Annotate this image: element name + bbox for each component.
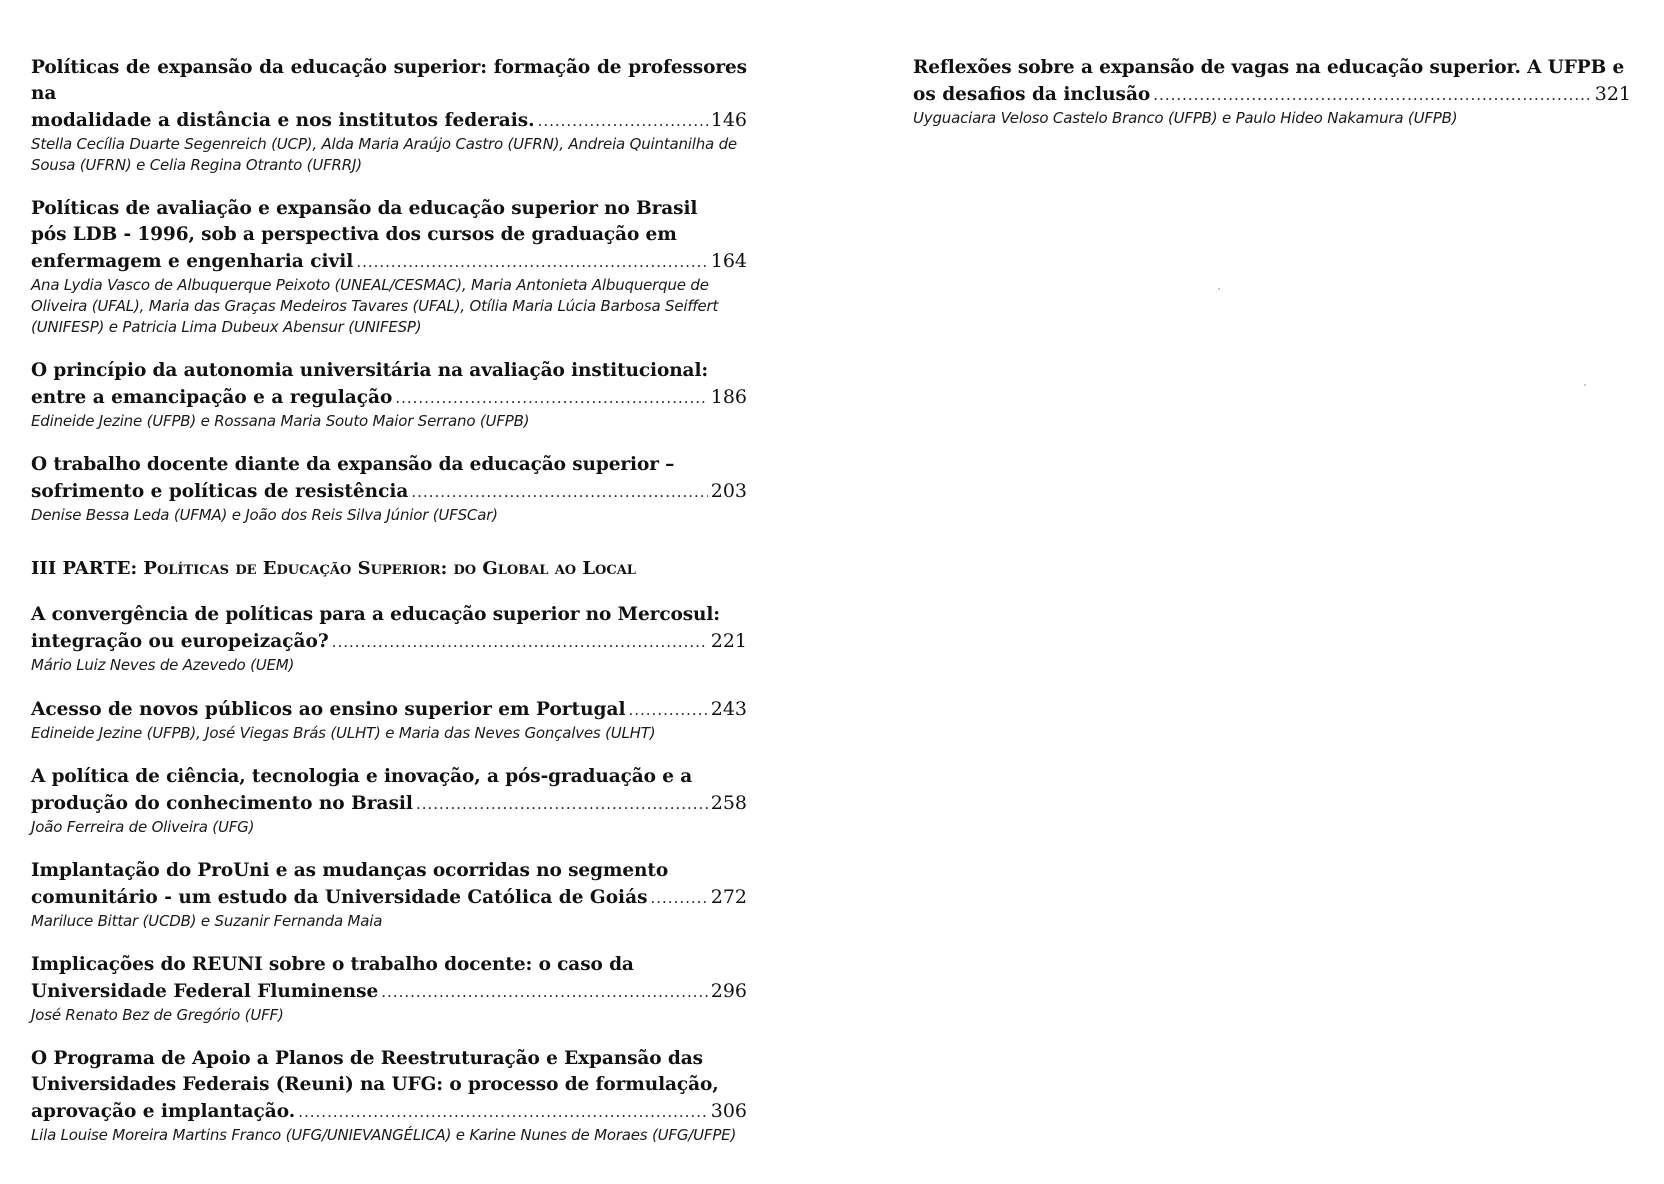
entry-authors: Ana Lydia Vasco de Albuquerque Peixoto (UNEAL/CESMAC), Maria Antonieta Albuquerque de Oliveira (UFAL), Maria das Graças Medeiros Tavares (UFAL), Otília Maria Lúcia Barbosa Seiffert (UNIFESP) e Patricia Lima Dubeux Abensur (UNIFESP)	[31, 276, 719, 336]
entry-title-text: comunitário - um estudo da Universidade Católica de Goiás	[31, 887, 648, 908]
dot-leader	[538, 108, 708, 134]
entry-title-text: produção do conhecimento no Brasil	[31, 793, 413, 814]
section-heading	[31, 556, 747, 582]
entry-title-last-line	[31, 478, 747, 505]
toc-entry	[31, 196, 747, 338]
entry-authors: José Renato Bez de Gregório (UFF)	[31, 1006, 284, 1024]
entry-authors: Edineide Jezine (UFPB) e Rossana Maria Souto Maior Serrano (UFPB)	[31, 412, 530, 430]
page-number: 321	[1594, 83, 1631, 105]
dot-leader	[416, 791, 708, 817]
toc-entry	[31, 764, 747, 838]
entry-title-last-line	[31, 790, 747, 817]
toc-entry	[31, 952, 747, 1026]
entry-authors: João Ferreira de Oliveira (UFG)	[31, 818, 255, 836]
toc-entry	[31, 452, 747, 526]
entry-title-line: A convergência de políticas para a educação superior no Mercosul:	[31, 604, 721, 625]
toc-entry	[31, 1046, 747, 1146]
toc-entry	[31, 602, 747, 676]
entry-title-line: pós LDB - 1996, sob a perspectiva dos cursos de graduação em	[31, 224, 677, 245]
entry-title-last-line	[31, 696, 747, 723]
entry-title-text: Universidade Federal Fluminense	[31, 981, 379, 1002]
scan-speck	[1218, 288, 1220, 290]
page-number: 258	[710, 792, 747, 814]
section-title: Políticas de Educação Superior: do Global ao Local	[143, 558, 636, 579]
toc-group-part-ii	[31, 55, 747, 526]
dot-leader	[395, 385, 707, 411]
entry-title-last-line	[913, 81, 1631, 108]
dot-leader	[1153, 82, 1591, 108]
toc-left-column	[31, 55, 747, 1166]
entry-authors: Edineide Jezine (UFPB), José Viegas Brás (ULHT) e Maria das Neves Gonçalves (ULHT)	[31, 724, 656, 742]
entry-authors: Stella Cecília Duarte Segenreich (UCP), Alda Maria Araújo Castro (UFRN), Andreia Quintanilha de Sousa (UFRN) e Celia Regina Otranto (UFRRJ)	[31, 135, 737, 174]
entry-title-last-line	[31, 1098, 747, 1125]
toc-entry	[913, 55, 1631, 129]
toc-entry	[31, 55, 747, 176]
entry-title-line: Implantação do ProUni e as mudanças ocorridas no segmento	[31, 860, 669, 881]
entry-title-text: aprovação e implantação.	[31, 1101, 296, 1122]
toc-group-part-iii	[31, 602, 747, 1146]
page-number: 146	[710, 109, 747, 131]
toc-entry	[31, 358, 747, 432]
dot-leader	[381, 979, 707, 1005]
entry-title-last-line	[31, 884, 747, 911]
scan-speck	[1584, 384, 1586, 386]
page-number: 306	[710, 1100, 747, 1122]
entry-title-last-line	[31, 248, 747, 275]
dot-leader	[332, 629, 708, 655]
entry-title-line: A política de ciência, tecnologia e inovação, a pós-graduação e a	[31, 766, 693, 787]
entry-title-text: entre a emancipação e a regulação	[31, 387, 393, 408]
entry-title-text: os desafios da inclusão	[913, 84, 1151, 105]
dot-leader	[411, 479, 707, 505]
section-part-label: III PARTE:	[31, 558, 138, 579]
entry-title-text: enfermagem e engenharia civil	[31, 251, 354, 272]
entry-title-line: O Programa de Apoio a Planos de Reestruturação e Expansão das	[31, 1048, 703, 1069]
entry-title-last-line	[31, 978, 747, 1005]
page-number: 221	[710, 630, 747, 652]
entry-authors: Mariluce Bittar (UCDB) e Suzanir Fernanda Maia	[31, 912, 383, 930]
entry-title-line: Políticas de expansão da educação superior: formação de professores na	[31, 57, 747, 104]
toc-right-column	[913, 55, 1631, 149]
entry-title-text: integração ou europeização?	[31, 631, 329, 652]
entry-authors: Uyguaciara Veloso Castelo Branco (UFPB) e Paulo Hideo Nakamura (UFPB)	[913, 109, 1458, 127]
dot-leader	[628, 697, 707, 723]
entry-authors: Lila Louise Moreira Martins Franco (UFG/UNIEVANGÉLICA) e Karine Nunes de Moraes (UFG/UFPE)	[31, 1126, 737, 1144]
entry-title-last-line	[31, 107, 747, 134]
page-number: 272	[710, 886, 747, 908]
entry-title-last-line	[31, 384, 747, 411]
entry-title-text: modalidade a distância e nos institutos federais.	[31, 110, 535, 131]
toc-entry	[31, 858, 747, 932]
entry-title-line: Implicações do REUNI sobre o trabalho docente: o caso da	[31, 954, 634, 975]
page-number: 203	[710, 480, 747, 502]
page-number: 296	[710, 980, 747, 1002]
entry-title-line: O princípio da autonomia universitária na avaliação institucional:	[31, 360, 709, 381]
toc-group-right	[913, 55, 1631, 129]
dot-leader	[298, 1099, 708, 1125]
dot-leader	[356, 249, 707, 275]
entry-title-line: Reflexões sobre a expansão de vagas na educação superior. A UFPB e	[913, 57, 1625, 78]
entry-title-line: Universidades Federais (Reuni) na UFG: o processo de formulação,	[31, 1074, 719, 1095]
page-number: 164	[710, 250, 747, 272]
entry-title-line: Políticas de avaliação e expansão da educação superior no Brasil	[31, 198, 698, 219]
entry-title-text: Acesso de novos públicos ao ensino superior em Portugal	[31, 699, 626, 720]
page-number: 243	[710, 698, 747, 720]
entry-authors: Mário Luiz Neves de Azevedo (UEM)	[31, 656, 295, 674]
entry-title-line: O trabalho docente diante da expansão da educação superior –	[31, 454, 675, 475]
page-number: 186	[710, 386, 747, 408]
dot-leader	[651, 885, 708, 911]
toc-entry	[31, 696, 747, 744]
entry-title-last-line	[31, 628, 747, 655]
entry-title-text: sofrimento e políticas de resistência	[31, 481, 409, 502]
entry-authors: Denise Bessa Leda (UFMA) e João dos Reis Silva Júnior (UFSCar)	[31, 506, 498, 524]
